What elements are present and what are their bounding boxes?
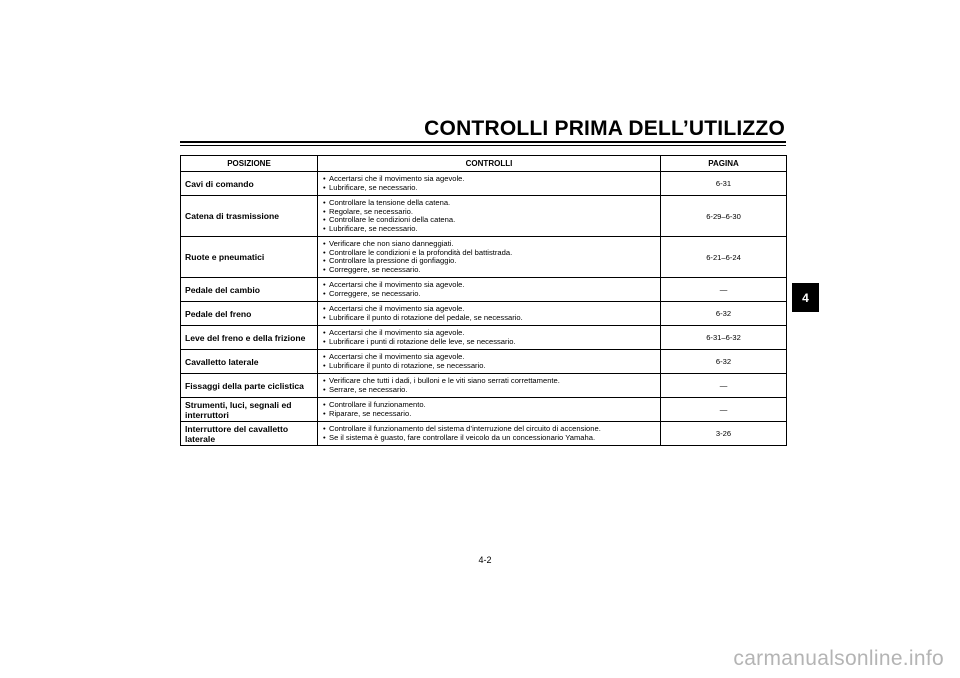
control-item: • Serrare, se necessario.: [323, 386, 656, 395]
row-controls: [318, 326, 661, 350]
controls-list: [323, 425, 656, 442]
row-controls: [318, 398, 661, 422]
table-row: [181, 374, 787, 398]
row-position: Cavi di comando: [181, 172, 318, 196]
control-item: • Controllare la tensione della catena.: [323, 199, 656, 208]
row-controls: [318, 237, 661, 278]
row-position: Catena di trasmissione: [181, 196, 318, 237]
header-position: POSIZIONE: [181, 156, 318, 172]
control-item: • Riparare, se necessario.: [323, 410, 656, 419]
row-page: 6-32: [661, 350, 787, 374]
row-page: 6-21–6-24: [661, 237, 787, 278]
control-item: • Controllare la pressione di gonfiaggio.: [323, 257, 656, 266]
controls-list: [323, 401, 656, 418]
table-row: [181, 196, 787, 237]
header-controls: CONTROLLI: [318, 156, 661, 172]
page-number: 4-2: [478, 555, 492, 565]
row-position: Strumenti, luci, segnali ed interruttori: [181, 398, 318, 422]
table-body: [181, 172, 787, 446]
controls-list: [323, 329, 656, 346]
controls-list: [323, 281, 656, 298]
table-row: [181, 278, 787, 302]
row-controls: [318, 422, 661, 446]
control-item: • Lubrificare il punto di rotazione, se necessario.: [323, 362, 656, 371]
row-position: Pedale del freno: [181, 302, 318, 326]
row-page: —: [661, 398, 787, 422]
table-row: [181, 398, 787, 422]
controls-list: [323, 199, 656, 233]
row-controls: [318, 278, 661, 302]
header-page: PAGINA: [661, 156, 787, 172]
row-page: —: [661, 374, 787, 398]
watermark: carmanualsonline.info: [733, 647, 944, 670]
control-item: • Verificare che tutti i dadi, i bulloni e le viti siano serrati correttamente.: [323, 377, 656, 386]
control-item: • Regolare, se necessario.: [323, 208, 656, 217]
table-header-row: [181, 156, 787, 172]
row-controls: [318, 302, 661, 326]
row-controls: [318, 196, 661, 237]
row-page: 6-32: [661, 302, 787, 326]
inspection-table: [180, 155, 787, 446]
table-row: [181, 350, 787, 374]
controls-list: [323, 175, 656, 192]
control-item: • Correggere, se necessario.: [323, 266, 656, 275]
control-item: • Se il sistema è guasto, fare controllare il veicolo da un concessionario Yamaha.: [323, 434, 656, 443]
row-position: Ruote e pneumatici: [181, 237, 318, 278]
row-controls: [318, 172, 661, 196]
row-page: —: [661, 278, 787, 302]
control-item: • Correggere, se necessario.: [323, 290, 656, 299]
control-item: • Controllare le condizioni e la profondità del battistrada.: [323, 249, 656, 258]
control-item: • Verificare che non siano danneggiati.: [323, 240, 656, 249]
row-controls: [318, 374, 661, 398]
control-item: • Controllare il funzionamento del sistema d’interruzione del circuito di accensione.: [323, 425, 656, 434]
control-item: • Lubrificare, se necessario.: [323, 184, 656, 193]
table-row: [181, 422, 787, 446]
control-item: • Accertarsi che il movimento sia agevole.: [323, 175, 656, 184]
controls-list: [323, 353, 656, 370]
row-controls: [318, 350, 661, 374]
title-rule: [180, 141, 786, 143]
table-row: [181, 326, 787, 350]
row-position: Pedale del cambio: [181, 278, 318, 302]
control-item: • Controllare il funzionamento.: [323, 401, 656, 410]
control-item: • Lubrificare il punto di rotazione del pedale, se necessario.: [323, 314, 656, 323]
control-item: • Accertarsi che il movimento sia agevole.: [323, 329, 656, 338]
row-page: 3-26: [661, 422, 787, 446]
table-row: [181, 302, 787, 326]
control-item: • Accertarsi che il movimento sia agevole.: [323, 305, 656, 314]
controls-list: [323, 377, 656, 394]
page-title: CONTROLLI PRIMA DELL’UTILIZZO: [424, 117, 785, 140]
control-item: • Accertarsi che il movimento sia agevole.: [323, 353, 656, 362]
row-position: Cavalletto laterale: [181, 350, 318, 374]
title-rule-thin: [180, 145, 786, 146]
row-position: Interruttore del cavalletto laterale: [181, 422, 318, 446]
control-item: • Lubrificare, se necessario.: [323, 225, 656, 234]
row-position: Leve del freno e della frizione: [181, 326, 318, 350]
table-row: [181, 237, 787, 278]
control-item: • Controllare le condizioni della catena.: [323, 216, 656, 225]
row-page: 6-29–6-30: [661, 196, 787, 237]
control-item: • Accertarsi che il movimento sia agevole.: [323, 281, 656, 290]
row-page: 6-31–6-32: [661, 326, 787, 350]
row-page: 6-31: [661, 172, 787, 196]
row-position: Fissaggi della parte ciclistica: [181, 374, 318, 398]
table-row: [181, 172, 787, 196]
controls-list: [323, 240, 656, 274]
control-item: • Lubrificare i punti di rotazione delle leve, se necessario.: [323, 338, 656, 347]
chapter-tab: 4: [792, 283, 819, 312]
controls-list: [323, 305, 656, 322]
